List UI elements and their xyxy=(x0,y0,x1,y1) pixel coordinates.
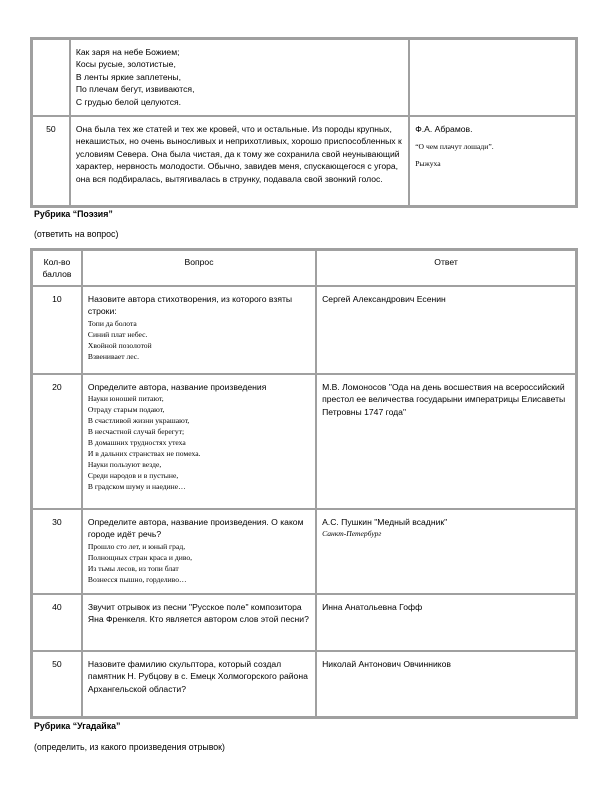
poem-line: Топи да болота xyxy=(87,318,137,328)
table-row xyxy=(32,651,576,717)
points-cell: 40 xyxy=(32,594,82,651)
poem-line: Как заря на небе Божием; xyxy=(75,47,180,57)
answer-note: Санкт-Петербург xyxy=(322,529,382,539)
section-subtitle: (определить, из какого произведения отрывок) xyxy=(34,742,225,752)
section-title: Рубрика “Угадайка” xyxy=(34,721,121,731)
answer-cell: Инна Анатольевна Гофф xyxy=(316,594,576,651)
question-cell: Назовите фамилию скульптора, который создал памятник Н. Рубцову в с. Емецк Холмогорского района Архангельской области? xyxy=(82,651,316,717)
poem-line: Косы русые, золотистые, xyxy=(75,59,176,70)
poem-line: По плечам бегут, извиваются, xyxy=(75,84,195,95)
header-answer: Ответ xyxy=(316,250,576,286)
answer-cell: Сергей Александрович Есенин xyxy=(316,286,576,374)
poem-line: Хвойной позолотой xyxy=(87,340,152,350)
excerpt-cell: Она была тех же статей и тех же кровей, что и остальные. Из породы крупных, некашистых, но очень выносливых и неприхотливых, хорошо приспособленных к условиям Севера. Она была чистая, да к тому же сохранила свой неунывающий характер, нервность молодости. Обычно, завидев меня, спускающегося с угора, она вся подбиралась, вытягивалась в струнку, подавала свой звонкий голос. xyxy=(70,116,409,206)
points-cell: 30 xyxy=(32,509,82,594)
answer-character: Рыжуха xyxy=(415,159,441,169)
poem-line: Синий плат небес. xyxy=(87,329,148,339)
table-row xyxy=(32,286,576,374)
question-text: Определите автора, название произведения. О каком городе идёт речь? xyxy=(87,516,304,540)
poem-line: Прошло сто лет, и юный град, xyxy=(87,541,186,551)
top-table xyxy=(30,37,578,208)
section-title: Рубрика “Поэзия” xyxy=(34,209,113,219)
poem-line: В ленты яркие заплетены, xyxy=(75,71,181,82)
poem-line: В несчастной случай берегут; xyxy=(87,427,185,437)
poem-line: В домашних трудностях утеха xyxy=(87,438,186,448)
table-header-row xyxy=(32,250,576,286)
table-row xyxy=(32,509,576,594)
poem-line: Вознесся пышно, горделиво… xyxy=(87,574,187,584)
points-cell: 50 xyxy=(32,651,82,717)
poem-line: В градском шуму и наедине… xyxy=(87,482,186,492)
question-cell xyxy=(82,374,316,509)
table-row xyxy=(32,116,576,206)
points-cell: 50 xyxy=(32,116,70,206)
question-cell xyxy=(82,509,316,594)
points-cell: 20 xyxy=(32,374,82,509)
poem-line: Науки юношей питают, xyxy=(87,394,164,404)
question-cell xyxy=(82,286,316,374)
poetry-table xyxy=(30,248,578,719)
table-row xyxy=(32,39,576,116)
poem-line: Полнощных стран краса и диво, xyxy=(87,552,193,562)
answer-work: “О чем плачут лошади”. xyxy=(415,142,494,152)
poem-line: С грудью белой целуются. xyxy=(75,96,182,107)
question-text: Назовите автора стихотворения, из которого взяты строки: xyxy=(87,293,293,317)
question-cell: Звучит отрывок из песни "Русское поле" композитора Яна Френкеля. Кто является автором слов этой песни? xyxy=(82,594,316,651)
poem-line: Отраду старым подают, xyxy=(87,405,165,415)
header-question: Вопрос xyxy=(82,250,316,286)
section-subtitle: (ответить на вопрос) xyxy=(34,229,119,239)
answer-cell: Николай Антонович Овчинников xyxy=(316,651,576,717)
poem-cell xyxy=(70,39,409,116)
answer-cell: М.В. Ломоносов "Ода на день восшествия на всероссийский престол ее величества государыни императрицы Елисаветы Петровны 1747 года" xyxy=(316,374,576,509)
poem-line: Среди народов и в пустыне, xyxy=(87,471,179,481)
poem-line: Науки пользуют везде, xyxy=(87,460,162,470)
table-row xyxy=(32,594,576,651)
poem-line: И в дальних странствах не помеха. xyxy=(87,449,201,459)
answer-cell xyxy=(409,39,576,116)
poem-line: Из тьмы лесов, из топи блат xyxy=(87,563,179,573)
question-text: Определите автора, название произведения xyxy=(87,381,267,392)
answer-cell xyxy=(409,116,576,206)
points-cell xyxy=(32,39,70,116)
header-points: Кол-во баллов xyxy=(32,250,82,286)
answer-cell xyxy=(316,509,576,594)
answer-author: Ф.А. Абрамов. xyxy=(415,124,473,134)
points-cell: 10 xyxy=(32,286,82,374)
answer-text: А.С. Пушкин "Медный всадник" xyxy=(322,516,448,527)
poem-line: Взвенивает лес. xyxy=(87,351,140,361)
table-row xyxy=(32,374,576,509)
poem-line: В счастливой жизни украшают, xyxy=(87,416,190,426)
